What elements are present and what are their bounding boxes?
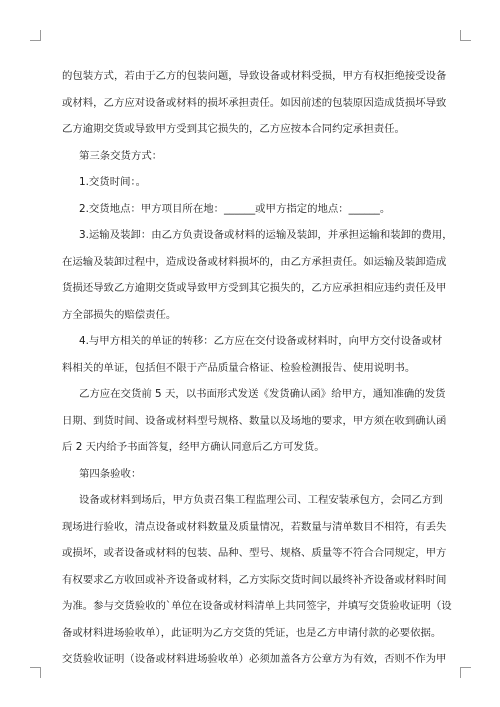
body-line: 的包装方式，若由于乙方的包装问题，导致设备或材料受损，甲方有权拒绝接受设备 [62, 70, 447, 82]
body-line: 设备或材料到场后，甲方负责召集工程监理公司、工程安装承包方，会同乙方到 [79, 494, 443, 506]
body-line: 或损坏，或者设备或材料的包装、品种、型号、规格、质量等不符合合同规定，甲方 [62, 547, 447, 559]
body-line: 3.运输及装卸：由乙方负责设备或材料的运输及装卸，并承担运输和装卸的费用， [79, 229, 453, 241]
section-heading: 第三条交货方式： [79, 150, 163, 162]
section-heading: 第四条验收： [79, 468, 142, 480]
corner-mark-bottom-left [30, 667, 41, 678]
body-line: 后 2 天内给予书面答复，经甲方确认同意后乙方可发货。 [62, 441, 325, 453]
body-line: 货损还导致乙方逾期交货或导致甲方受到其它损失的，乙方应承担相应违约责任及甲 [62, 282, 447, 294]
body-line: 料相关的单证，包括但不限于产品质量合格证、检验检测报告、使用说明书。 [62, 362, 416, 374]
body-line: 1.交货时间：。 [79, 176, 147, 188]
corner-mark-top-left [30, 30, 41, 41]
body-line: 方全部损失的赔偿责任。 [62, 309, 177, 321]
body-line: 2.交货地点：甲方项目所在地：______或甲方指定的地点：______。 [79, 203, 391, 215]
body-line: 乙方逾期交货或导致甲方受到其它损失的，乙方应按本合同约定承担责任。 [62, 123, 405, 135]
body-line: 乙方应在交货前 5 天，以书面形式发送《发货确认函》给甲方，通知准确的发货 [79, 388, 446, 400]
body-line: 备或材料进场验收单），此证明为乙方交货的凭证，也是乙方申请付款的必要依据。 [62, 627, 442, 639]
body-line: 或材料，乙方应对设备或材料的损坏承担责任。如因前述的包装原因造成货损坏导致 [62, 97, 447, 109]
body-line: 有权要求乙方收回或补齐设备或材料，乙方实际交货时间以最终补齐设备或材料时间 [62, 574, 447, 586]
body-line: 为准。参与交货验收的`单位在设备或材料清单上共同签字，并填写交货验收证明（设 [62, 600, 452, 612]
body-line: 日期、到货时间、设备或材料型号规格、数量以及场地的要求，甲方须在收到确认函 [62, 415, 447, 427]
corner-mark-top-right [460, 30, 471, 41]
body-line: 交货验收证明（设备或材料进场验收单）必须加盖各方公章方为有效，否则不作为甲 [62, 653, 447, 665]
body-line: 4.与甲方相关的单证的转移：乙方应在交付设备或材料时，向甲方交付设备或材 [79, 335, 443, 347]
corner-mark-bottom-right [460, 667, 471, 678]
body-line: 在运输及装卸过程中，造成设备或材料损坏的，由乙方承担责任。如运输及装卸造成 [62, 256, 447, 268]
body-line: 现场进行验收，清点设备或材料数量及质量情况，若数量与清单数目不相符，有丢失 [62, 521, 447, 533]
